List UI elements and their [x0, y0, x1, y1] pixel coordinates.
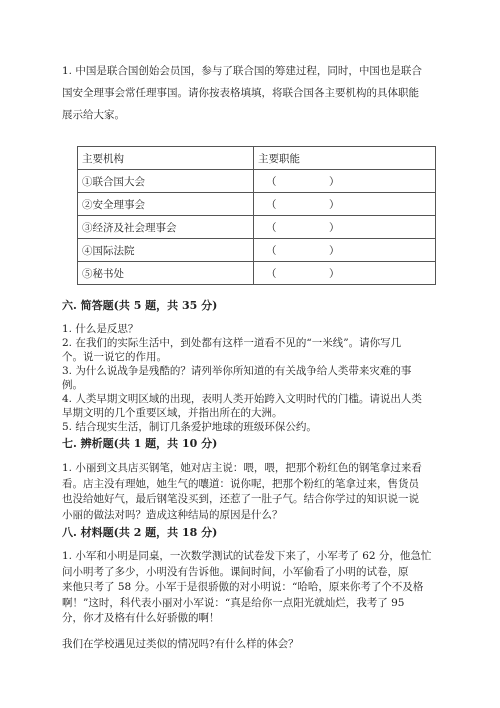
duty-cell[interactable]: [254, 193, 436, 216]
s6-line: 3. 为什么说战争是残酷的？请列举你所知道的有关战争给人类带来灾难的事: [62, 365, 412, 377]
s6-line: 1. 什么是反思？: [62, 323, 139, 335]
answer-blank: （ ）: [266, 198, 340, 211]
answer-blank: （ ）: [266, 175, 340, 188]
s6-line: 4. 人类早期文明区域的出现，表明人类开始跨入文明时代的门槛。请说出人类: [62, 393, 422, 405]
table-row: [78, 170, 436, 193]
header-organ: 主要机构: [78, 147, 254, 170]
un-organs-table: [77, 146, 436, 285]
q1-line-3: 展示给大家。: [62, 109, 125, 121]
question-1-text: [62, 60, 452, 126]
duty-cell[interactable]: [254, 262, 436, 285]
s6-line: 5. 结合现实生活，制订几条爱护地球的班级环保公约。: [62, 421, 317, 433]
section-6-questions: [62, 322, 454, 434]
section-8-material: [62, 549, 454, 627]
s7-line: 看。店主没有理她，她生气的嚷道：说你呢，把那个粉红的笔拿过来，售货员: [62, 477, 419, 490]
duty-cell[interactable]: [254, 216, 436, 239]
s6-line: 例。: [62, 379, 83, 391]
s8-line: 问小明考了多少，小明没有告诉他。课间时间，小军偷看了小明的试卷，原: [62, 565, 409, 578]
section-8-heading: 八. 材料题(共 2 题，共 18 分): [62, 526, 218, 539]
s7-line: 也没给她好气，最后钢笔没买到，还惹了一肚子气。结合你学过的知识说一说: [62, 493, 419, 505]
header-duty: 主要职能: [254, 147, 436, 170]
answer-blank: （ ）: [266, 244, 340, 257]
answer-blank: （ ）: [266, 267, 340, 280]
section-7-question: [62, 461, 454, 523]
s8-line: 来他只考了 58 分。小军于是很骄傲的对小明说：“哈哈，原来你考了个不及格: [62, 581, 424, 593]
table-row: [78, 193, 436, 216]
s7-line: 小丽的做法对吗？造成这种结局的原因是什么？: [62, 508, 283, 521]
section-6-heading: 六. 简答题(共 5 题，共 35 分): [62, 299, 218, 312]
organ-cell: ③经济及社会理事会: [78, 216, 254, 239]
s8-line: 1. 小军和小明是同桌，一次数学测试的试卷发下来了，小军考了 62 分，他急忙: [62, 550, 432, 562]
table-row: [78, 239, 436, 262]
section-8-followup-question: 我们在学校遇见过类似的情况吗?有什么样的体会？: [62, 638, 299, 650]
s8-line: 分，你才及格有什么好骄傲的啊！: [62, 612, 220, 624]
organ-cell: ②安全理事会: [78, 193, 254, 216]
q1-line-1: 1. 中国是联合国创始会员国，参与了联合国的筹建过程，同时，中国也是联合: [62, 65, 422, 77]
table-row: [78, 262, 436, 285]
s7-line: 1. 小丽到文具店买钢笔，她对店主说：喂，喂，把那个粉红色的钢笔拿过来看: [62, 462, 422, 474]
duty-cell[interactable]: [254, 170, 436, 193]
table-header-row: [78, 147, 436, 170]
s6-line: 早期文明的几个重要区域，并指出所在的大洲。: [62, 407, 283, 419]
q1-line-2: 国安全理事会常任理事国。请你按表格填填，将联合国各主要机构的具体职能: [62, 87, 419, 99]
s8-line: 啊！”这时，科代表小丽对小军说：“真是给你一点阳光就灿烂，我考了 95: [62, 596, 405, 609]
section-7-heading: 七. 辨析题(共 1 题，共 10 分): [62, 437, 218, 450]
s6-line: 2. 在我们的实际生活中，到处都有这样一道看不见的“一米线”。请你写几: [62, 337, 402, 349]
organ-cell: ①联合国大会: [78, 170, 254, 193]
table-row: [78, 216, 436, 239]
organ-cell: ④国际法院: [78, 239, 254, 262]
duty-cell[interactable]: [254, 239, 436, 262]
organ-cell: ⑤秘书处: [78, 262, 254, 285]
s6-line: 个。说一说它的作用。: [62, 351, 167, 363]
answer-blank: （ ）: [266, 221, 340, 234]
